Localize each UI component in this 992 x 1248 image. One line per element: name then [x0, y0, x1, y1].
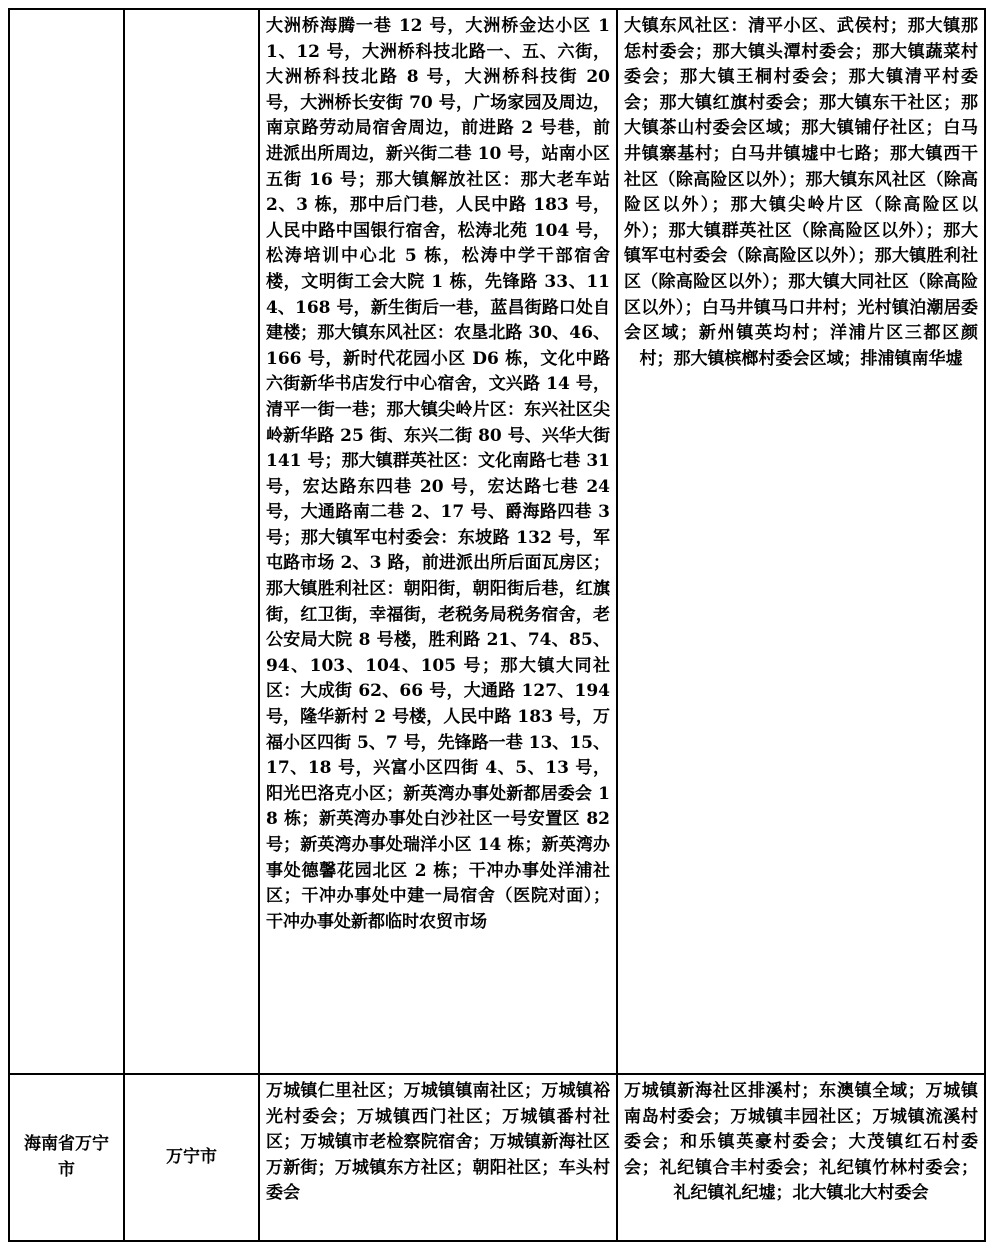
city-text: 万宁市 — [166, 1146, 217, 1167]
city-cell — [124, 1074, 259, 1241]
low-risk-cell — [617, 1074, 985, 1241]
low-risk-cell — [617, 9, 985, 1074]
low-risk-text: 万城镇新海社区排溪村；东澳镇全域；万城镇南岛村委会；万城镇丰园社区；万城镇流溪村委会；和乐镇英豪村委会；大茂镇红石村委会；礼纪镇合丰村委会；礼纪镇竹林村委会；礼纪镇礼纪墟；北大镇北大村委会 — [624, 1081, 978, 1204]
medium-risk-cell — [259, 1074, 617, 1241]
medium-risk-text: 大洲桥海腾一巷 12 号，大洲桥金达小区 11、12 号，大洲桥科技北路一、五、六街，大洲桥科技北路 8 号，大洲桥科技街 20 号，大洲桥长安街 70 号，广场家园及周边，南京路劳动局宿舍周边，前进路 2 号巷，前进派出所周边，新兴街二巷 10 号，站南小区五街 16 号；那大镇解放社区：那大老车站 2、3 栋，那中后门巷，人民中路 183 号，人民中路中国银行宿舍，松涛北苑 104 号，松涛培训中心北 5 栋，松涛中学干部宿舍楼，文明街工会大院 1 栋，先锋路 33、114、168 号，新生街后一巷，蓝昌街路口处自建楼；那大镇东风社区：农垦北路 30、46、166 号，新时代花园小区 D6 栋，文化中路六街新华书店发行中心宿舍，文兴路 14 号，清平一街一巷；那大镇尖岭片区：东兴社区尖岭新华路 25 街、东兴二街 80 号、兴华大街 141 号；那大镇群英社区：文化南路七巷 31 号，宏达路东四巷 20 号，宏达路七巷 24 号，大通路南二巷 2、17 号、爵海路四巷 3 号；那大镇军屯村委会：东坡路 132 号，军屯路市场 2、3 路，前进派出所后面瓦房区；那大镇胜利社区：朝阳街，朝阳街后巷，红旗街，红卫街，幸福街，老税务局税务宿舍，老公安局大院 8 号楼，胜利路 21、74、85、94、103、104、105 号；那大镇大同社区：大成街 62、66 号，大通路 127、194 号，隆华新村 2 号楼，人民中路 183 号，万福小区四街 5、7 号，先锋路一巷 13、15、17、18 号，兴富小区四街 4、5、13 号，阳光巴洛克小区；新英湾办事处新都居委会 18 栋；新英湾办事处白沙社区一号安置区 82 号；新英湾办事处瑞洋小区 14 栋；新英湾办事处德馨花园北区 2 栋；干冲办事处洋浦社区；干冲办事处中建一局宿舍（医院对面）；干冲办事处新都临时农贸市场 — [266, 16, 610, 932]
table-row — [9, 9, 985, 1074]
medium-risk-cell — [259, 9, 617, 1074]
low-risk-text: 大镇东风社区：清平小区、武侯村；那大镇那恁村委会；那大镇头潭村委会；那大镇蔬菜村委会；那大镇王桐村委会；那大镇清平村委会；那大镇红旗村委会；那大镇东干社区；那大镇茶山村委会区域；那大镇铺仔社区；白马井镇寨基村；白马井镇墟中七路；那大镇西干社区（除高险区以外）；那大镇东风社区（除高险区以外）；那大镇尖岭片区（除高险区以外）；那大镇群英社区（除高险区以外）；那大镇军屯村委会（除高险区以外）；那大镇胜利社区（除高险区以外）；那大镇大同社区（除高险区以外）；白马井镇马口井村；光村镇泊潮居委会区域；新州镇英均村；洋浦片区三都区颜村；那大镇槟榔村委会区域；排浦镇南华墟 — [624, 16, 978, 369]
province-cell — [9, 9, 124, 1074]
risk-area-table — [8, 8, 986, 1242]
document-page — [8, 8, 984, 1240]
province-text: 海南省万宁市 — [24, 1133, 109, 1180]
table-row — [9, 1074, 985, 1241]
city-cell — [124, 9, 259, 1074]
medium-risk-text: 万城镇仁里社区；万城镇镇南社区；万城镇裕光村委会；万城镇西门社区；万城镇番村社区；万城镇市老检察院宿舍；万城镇新海社区万新街；万城镇东方社区；朝阳社区；车头村委会 — [266, 1081, 610, 1204]
province-cell — [9, 1074, 124, 1241]
